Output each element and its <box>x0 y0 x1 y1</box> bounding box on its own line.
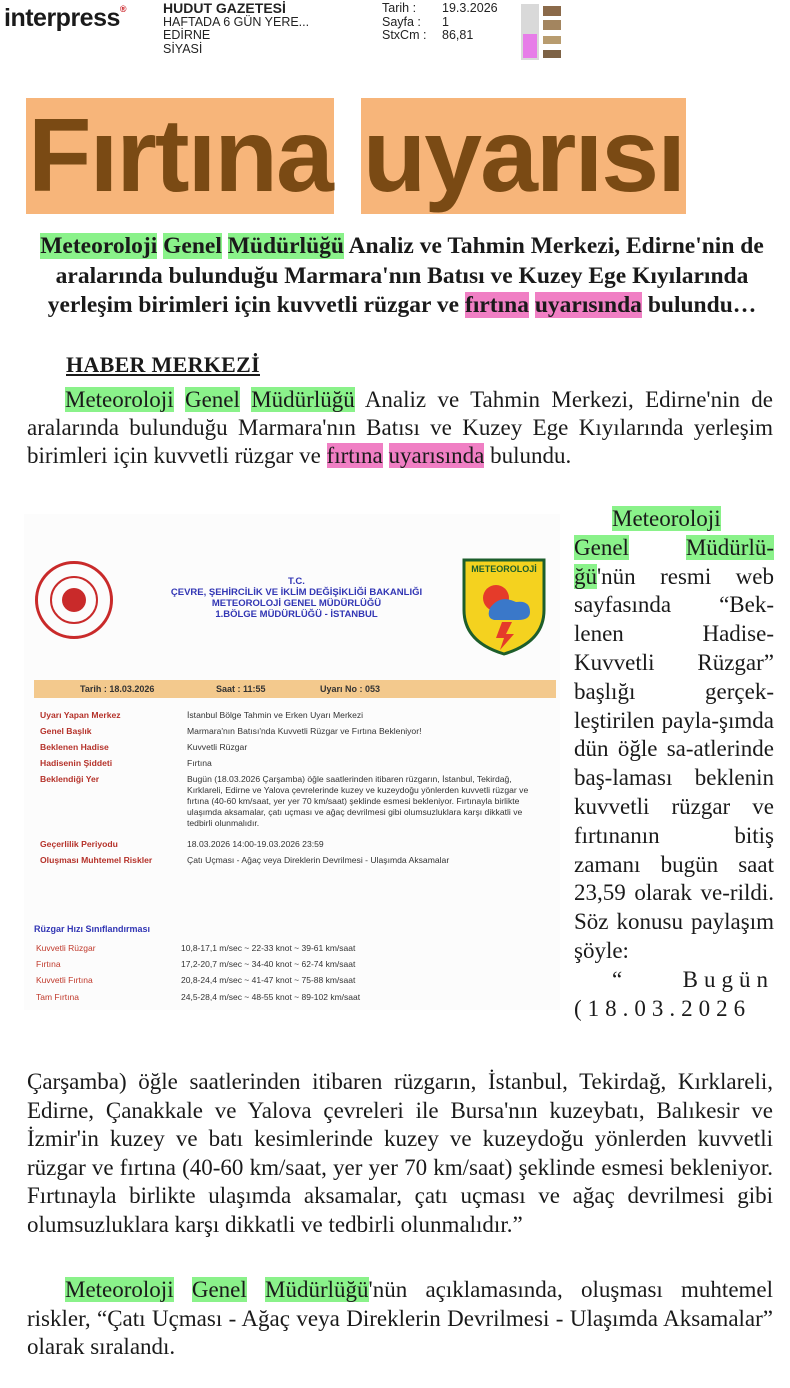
publication-frequency: HAFTADA 6 GÜN YERE... <box>163 14 310 29</box>
publication-section: SİYASİ <box>163 41 203 56</box>
headline-word: Fırtına <box>28 98 332 214</box>
svg-text:METEOROLOJİ: METEOROLOJİ <box>471 564 537 574</box>
notice-table <box>40 710 540 866</box>
body-paragraph-2: Çarşamba) öğle saatlerinden itibaren rüzgarın, İstanbul, Tekirdağ, Kırklareli, Edirne, Çanakkale ve Yalova çevreleri ile Bursa'nın kuzeybatı, Balıkesir ve İzmir'in kuzey ve batı kesimlerinde kuzey ve kuzeydoğu yönlerden kuvvetli rüzgar ve fırtına (40-60 km/saat, yer yer 70 km/saat) şeklinde esmesi bekleniyor. Fırtınayla birlikte ulaşımda aksamalar, çatı uçması ve ağaç devrilmesi gibi olumsuzluklara karşı dikkatli ve tedbirli olunmalıdır.” <box>27 1069 773 1237</box>
notice-row: Beklendiği Yer Bugün (18.03.2026 Çarşamba) öğle saatlerinden itibaren rüzgarın, İstanbul, Tekirdağ, Kırklareli, Edirne ve Yalova çevrelerinde kuzey ve kuzeydoğu yönlerden kuvvetli rüzgar ve fırtına (40-60 km/saat, yer yer 70 km/saat) şeklinde esmesi bekleniyor. Fırtınayla birlikte ulaşımda aksamalar, çatı uçması ve ağaç devrilmesi gibi olumsuzluklara karşı dikkatli ve tedbirli olunmalıdır. <box>40 774 529 828</box>
notice-date: Tarih : 18.03.2026 <box>80 684 155 694</box>
interpress-logo: interpress® <box>4 4 127 32</box>
page-thumbnail <box>521 4 563 60</box>
notice-time: Saat : 11:55 <box>216 684 266 694</box>
notice-row: Geçerlilik Periyodu 18.03.2026 14:00-19.03.2026 23:59 <box>40 839 324 849</box>
byline: HABER MERKEZİ <box>66 352 260 377</box>
notice-row: Oluşması Muhtemel Riskler Çatı Uçması - Ağaç veya Direklerin Devrilmesi - Ulaşımda Aksamalar <box>40 855 450 865</box>
wind-classification-table <box>36 940 456 1005</box>
thumb-highlight <box>523 34 537 58</box>
page-value: 1 <box>442 14 449 29</box>
publication-name: HUDUT GAZETESİ <box>163 0 286 16</box>
size-value: 86,81 <box>442 28 474 42</box>
meteoroloji-badge-icon <box>460 556 548 656</box>
headline-word: uyarısı <box>362 98 685 214</box>
wind-classification-title: Rüzgar Hızı Sınıflandırması <box>34 924 151 934</box>
thumb-photo <box>543 20 561 30</box>
page-label: Sayfa : <box>382 14 421 29</box>
ministry-seal-icon <box>35 561 113 639</box>
body-paragraph-3: Meteoroloji Genel Müdürlüğü'nün açıklamasında, oluşması muhtemel riskler, “Çatı Uçması - Ağaç veya Direklerin Devrilmesi - Ulaşımda Aksamalar” olarak sıralandı. <box>27 1277 774 1359</box>
thumb-photo <box>543 50 561 58</box>
date-label: Tarih : <box>382 1 417 15</box>
publication-info <box>163 2 309 56</box>
notice-row: Uyarı Yapan Merkez İstanbul Bölge Tahmin ve Erken Uyarı Merkezi <box>40 710 364 720</box>
ministry-header: T.C. ÇEVRE, ŞEHİRCİLİK VE İKLİM DEĞİŞİKLİĞİ BAKANLIĞI METEOROLOJİ GENEL MÜDÜRLÜĞÜ 1.BÖLGE MÜDÜRLÜĞÜ - İSTANBUL <box>170 576 423 620</box>
wind-row: Fırtına 17,2-20,7 m/sec ~ 34-40 knot ~ 62-74 km/saat <box>36 959 356 970</box>
date-value: 19.3.2026 <box>442 1 498 15</box>
notice-row: Genel Başlık Marmara'nın Batısı'nda Kuvvetli Rüzgar ve Fırtına Bekleniyor! <box>40 726 422 736</box>
warning-notice-image <box>24 514 560 1010</box>
wind-row: Tam Fırtına 24,5-28,4 m/sec ~ 48-55 knot ~ 89-102 km/saat <box>36 991 361 1002</box>
notice-row: Hadisenin Şiddeti Fırtına <box>40 758 212 768</box>
wind-row: Kuvvetli Rüzgar 10,8-17,1 m/sec ~ 22-33 knot ~ 39-61 km/saat <box>36 943 356 953</box>
headline <box>26 96 776 216</box>
publication-city: EDİRNE <box>163 28 211 42</box>
clip-metadata <box>382 2 498 43</box>
lead-paragraph: Meteoroloji Genel Müdürlüğü Analiz ve Tahmin Merkezi, Edirne'nin de aralarında bulunduğu Marmara'nın Batısı ve Kuzey Ege Kıyılarında yerleşim birimleri için kuvvetli rüzgar ve fırtına uyarısında bulundu… <box>40 233 764 318</box>
size-label: StxCm : <box>382 28 427 42</box>
notice-info-bar <box>34 680 556 698</box>
thumb-photo <box>543 6 561 16</box>
side-column-text: Meteoroloji Genel Müdürlü-ğü'nün resmi web sayfasında “Bek-lenen Hadise-Kuvvetli Rüzgar” başlığı gerçek-leştirilen payla-şımda dün öğle sa-atlerinde baş-laması beklenin kuvvetli rüzgar ve fırtınanın bitiş zamanı bugün saat 23,59 olarak ve-rildi. Söz konusu paylaşım şöyle: “ Bugün (18.03.2026 <box>574 506 774 1021</box>
notice-number: Uyarı No : 053 <box>320 684 381 694</box>
wind-row: Kuvvetli Fırtına 20,8-24,4 m/sec ~ 41-47 knot ~ 75-88 km/saat <box>36 975 356 986</box>
notice-row: Beklenen Hadise Kuvvetli Rüzgar <box>40 742 248 752</box>
body-paragraph-1: Meteoroloji Genel Müdürlüğü Analiz ve Tahmin Merkezi, Edirne'nin de aralarında bulunduğu Marmara'nın Batısı ve Kuzey Ege Kıyılarında yerleşim birimleri için kuvvetli rüzgar ve fırtına uyarısında bulundu. <box>27 387 774 468</box>
thumb-photo <box>543 36 561 44</box>
